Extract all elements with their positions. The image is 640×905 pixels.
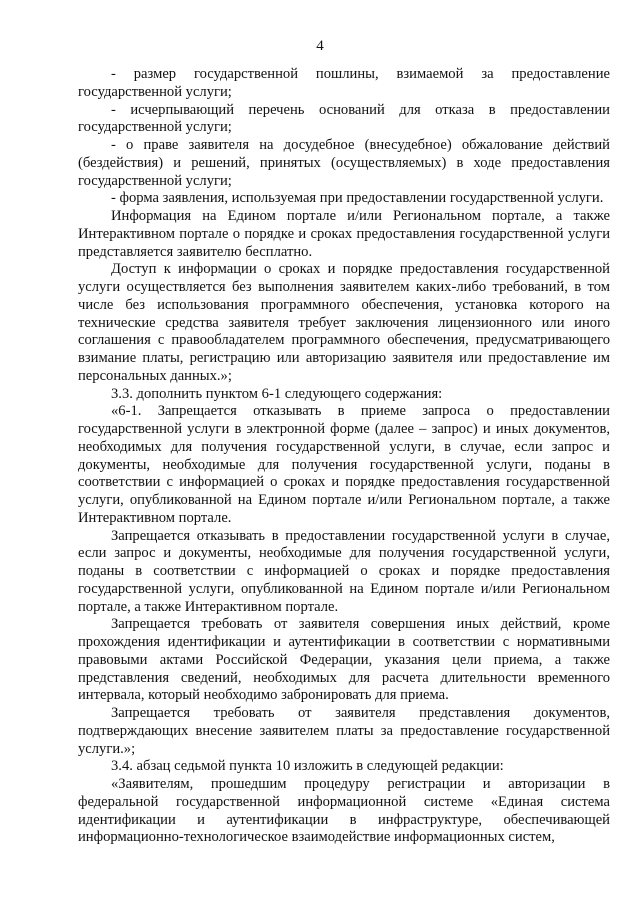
page-number: 4	[316, 38, 324, 54]
paragraph-refusal-prohibited: Запрещается отказывать в предоставлении государственной услуги в случае, если запрос и документы, необходимые для получения государственной услуги, поданы в соответствии с информацией о сроках и порядке предоставления государственной услуги, опубликованной на Едином портале и/или Региональном портале, а также Интерактивном портале.	[78, 527, 610, 615]
paragraph-amendment-3-4: 3.4. абзац седьмой пункта 10 изложить в следующей редакции:	[111, 758, 504, 775]
list-item-refusal-grounds: - исчерпывающий перечень оснований для отказа в предоставлении государственной услуги;	[78, 101, 610, 136]
paragraph-info-free: Информация на Едином портале и/или Региональном портале, а также Интерактивном портале о порядке и сроках предоставления государственной услуги представляется заявителю бесплатно.	[78, 208, 610, 260]
paragraph-clause-6-1: «6-1. Запрещается отказывать в приеме запроса о предоставлении государственной услуги в электронной форме (далее – запрос) и иных документов, необходимых для получения государственной услуги, в случае, если запрос и документы, необходимые для получения государственной услуги, поданы в соответствии с информацией о сроках и порядке предоставления государственной услуги, опубликованной на Едином портале и/или Региональном портале, а также Интерактивном портале.	[78, 403, 610, 526]
list-item-appeal-right: - о праве заявителя на досудебное (внесудебное) обжалование действий (бездействия) и решений, принятых (осуществляемых) в ходе предоставления государственной услуги;	[78, 137, 610, 189]
list-item-application-form: - форма заявления, используемая при предоставлении государственной услуги.	[111, 190, 604, 207]
paragraph-new-wording: «Заявителям, прошедшим процедуру регистрации и авторизации в федеральной государственной информационной системе «Единая система идентификации и аутентификации в инфраструктуре, обеспечивающей информационно-технологическое взаимодействие информационных систем,	[78, 776, 610, 846]
paragraph-amendment-3-3: 3.3. дополнить пунктом 6-1 следующего содержания:	[111, 385, 443, 402]
paragraph-actions-prohibited: Запрещается требовать от заявителя совершения иных действий, кроме прохождения идентификации и аутентификации в соответствии с нормативными правовыми актами Российской Федерации, указания цели приема, а также представления сведений, необходимых для расчета длительности временного интервала, который необходимо забронировать для приема.	[78, 616, 610, 704]
paragraph-info-access: Доступ к информации о сроках и порядке предоставления государственной услуги осуществляется без выполнения заявителем каких-либо требований, в том числе без использования программного обеспечения, установка которого на технические средства заявителя требует заключения лицензионного или иного соглашения с правообладателем программного обеспечения, предусматривающего взимание платы, регистрацию или авторизацию заявителя или предоставление им персональных данных.»;	[78, 261, 610, 384]
document-body	[78, 66, 610, 847]
paragraph-payment-docs-prohibited: Запрещается требовать от заявителя представления документов, подтверждающих внесение заявителем платы за предоставление государственной услуги.»;	[78, 705, 610, 757]
list-item-fee: - размер государственной пошлины, взимаемой за предоставление государственной услуги;	[78, 66, 610, 100]
